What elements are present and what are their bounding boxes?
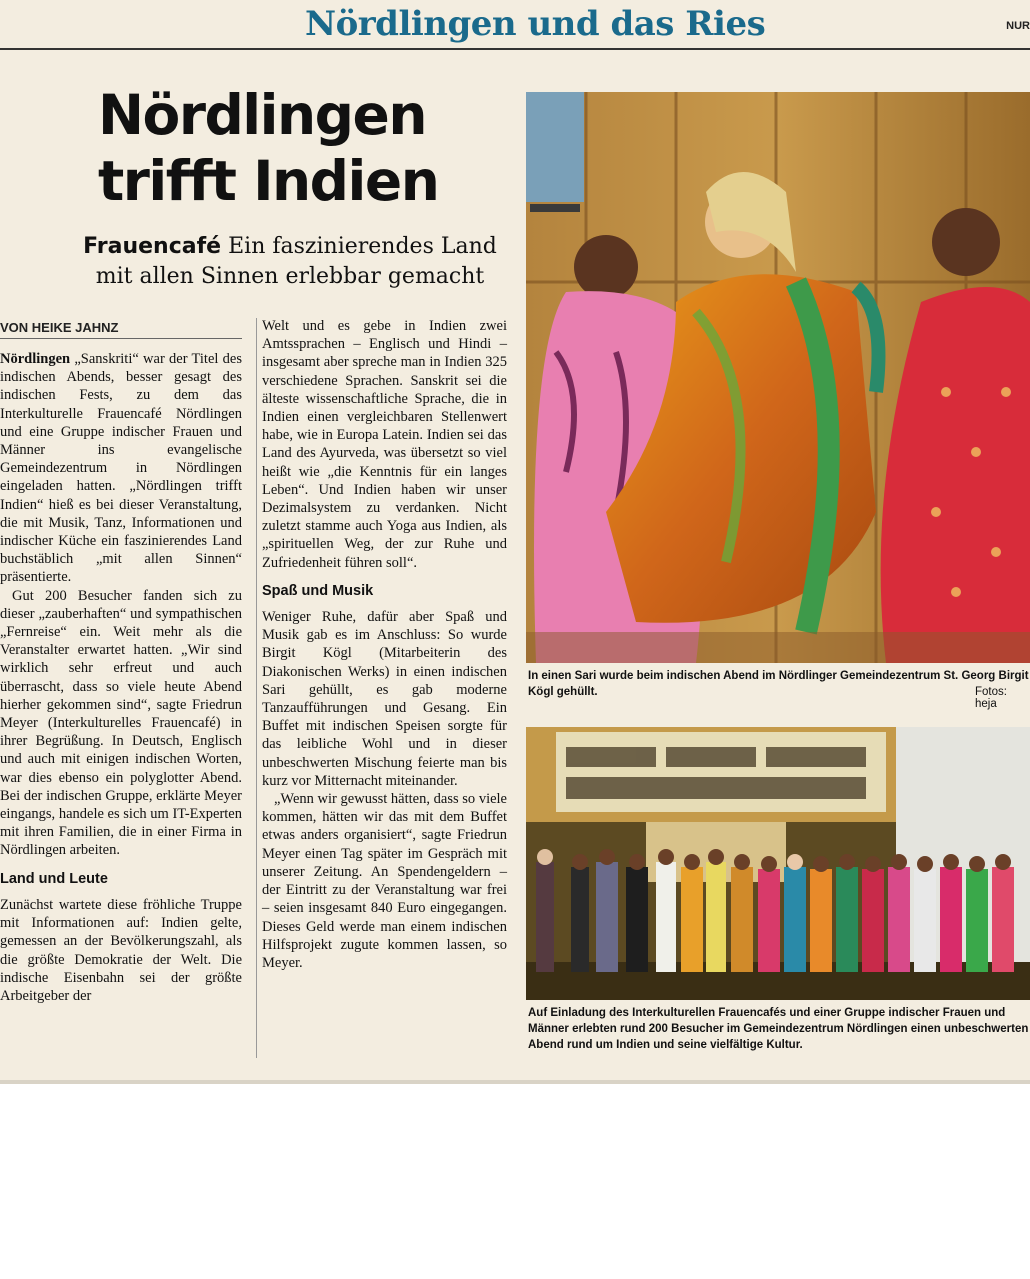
headline [98, 82, 518, 214]
next-page-title-fragment: NUR [1006, 20, 1030, 32]
byline: VON HEIKE JAHNZ [0, 320, 242, 339]
headline-line-2: trifft Indien [98, 149, 439, 213]
clipping-edge [0, 1080, 1030, 1084]
kicker: Frauencafé [83, 234, 222, 259]
page-header [0, 0, 1030, 50]
subheading-spass-und-musik: Spaß und Musik [262, 582, 374, 599]
column-divider [256, 318, 257, 1058]
article-column-1 [0, 350, 242, 1005]
dateline: Nördlingen [0, 351, 71, 367]
paragraph: Gut 200 Besucher fanden sich zu dieser „zauberhaften“ und sympathischen „Fernreise“ ein. Weit mehr als die Veranstalter erwartet hatten. „Wir sind wirklich sehr erfreut und auch überrascht, dass so viele heute Abend hierher gekommen sind“, sagte Friedrun Meyer (Interkulturelles Frauencafé) in ihrer Begrüßung. In Deutsch, Englisch und auch mit einigen indischen Worten, war dies ebenso ein polyglotter Abend. Bei der indischen Gruppe, erklärte Meyer eingangs, handele es sich um IT-Experten mit ihren Familien, die in einer Firma in Nördlingen arbeiten. [0, 587, 242, 859]
subtitle-line-1: Ein faszinierendes Land [228, 234, 497, 259]
photo-caption-2: Auf Einladung des Interkulturellen Frauencafés und einer Gruppe indischer Frauen und Männer erlebten rund 200 Besucher im Gemeindezentrum Nördlingen einen unbeschwerten Abend rund um Indien und seine vielfältige Kultur. [528, 1007, 1029, 1051]
subtitle-line-2: mit allen Sinnen erlebbar gemacht [95, 264, 485, 289]
photo-sari [526, 92, 1030, 663]
paragraph: Welt und es gebe in Indien zwei Amtssprachen – Englisch und Hindi – insgesamt aber spreche man in Indien 325 verschiedene Sprachen. Sanskrit sei die älteste wissenschaftliche Sprache, die in Indien einen vergleichbaren Stellenwert habe, wie in Europa Latein. Indien sei das Land des Ayurveda, was übersetzt so viel heißt wie „die Kenntnis für ein langes Leben“. Und Indien haben wir unser Dezimalsystem zu verdanken. Nicht zuletzt stamme auch Yoga aus Indien, als „spirituellen Weg, der zur Ruhe und Zufriedenheit führen soll“. [262, 318, 507, 571]
subtitle [60, 232, 520, 292]
paragraph-text: „Sanskriti“ war der Titel des indischen Abends, besser gesagt des indischen Fests, zu dem das Interkulturelle Frauencafé Nördlingen und eine Gruppe indischer Frauen und Männer ins evangelische Gemeindezentrum in Nördlingen eingeladen hatten. „Nördlingen trifft Indien“ hieß es bei dieser Veranstaltung, die mit Musik, Tanz, Informationen und indischer Küche ein faszinierendes Land buchstäblich „mit allen Sinnen“ präsentierte. [0, 351, 242, 586]
article-column-2 [262, 317, 507, 972]
photo-group [526, 727, 1030, 1000]
photo-credit: Fotos: heja [975, 686, 1007, 710]
paragraph: Weniger Ruhe, dafür aber Spaß und Musik gab es im Anschluss: So wurde Birgit Kögl (Mitarbeiterin des Diakonischen Werks) in einen indischen Sari gehüllt, es gab moderne Tanzaufführungen und Gesang. Ein Buffet mit indischen Speisen sorgte für das leibliche Wohl und in dieser unbeschwerten Mischung feierte man bis kurz vor Mitternacht miteinander. [262, 609, 507, 789]
subheading-land-und-leute: Land und Leute [0, 870, 108, 887]
paragraph [0, 350, 242, 587]
photo-caption-1: In einen Sari wurde beim indischen Abend im Nördlinger Gemeindezentrum St. Georg Birgit Kögl gehüllt. [528, 670, 1029, 698]
headline-line-1: Nördlingen [98, 83, 426, 147]
paragraph: „Wenn wir gewusst hätten, dass so viele kommen, hätten wir das mit dem Buffet etwas anders organisiert“, sagte Friedrun Meyer einen Tag später im Gespräch mit unserer Zeitung. An Spendengeldern – der Eintritt zu der Veranstaltung war frei – seien insgesamt 840 Euro eingegangen. Dieses Geld werde man einem indischen Hilfsprojekt zugute kommen lassen, so Meyer. [262, 791, 507, 971]
section-title: Nördlingen und das Ries [305, 4, 766, 44]
paragraph: Zunächst wartete diese fröhliche Truppe mit Informationen auf: Indien gelte, gemessen an der Bevölkerungszahl, als die größte Demokratie der Welt. Die indische Eisenbahn sei der größte Arbeitgeber der [0, 896, 242, 1004]
